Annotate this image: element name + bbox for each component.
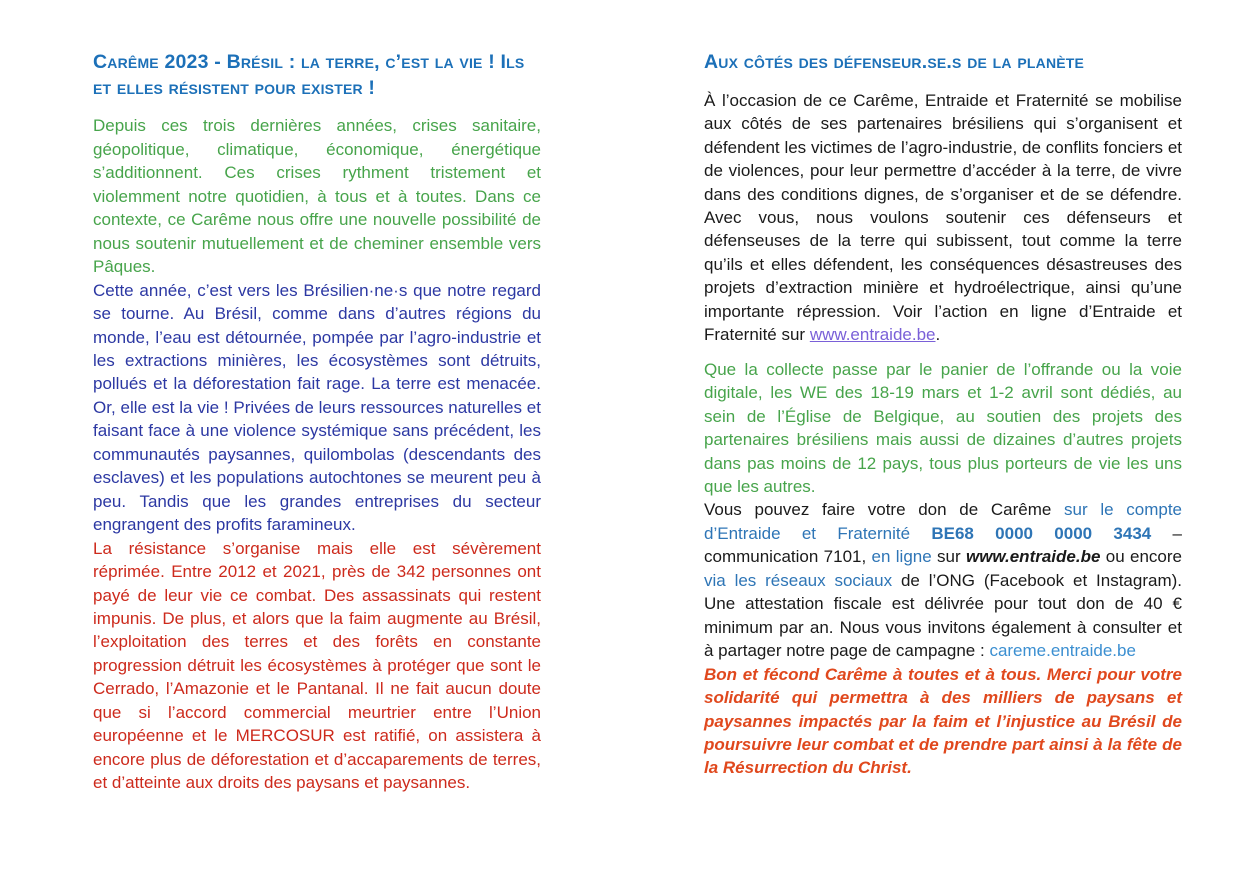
paragraph-crises-context: Depuis ces trois dernières années, crises sanitaire, géopolitique, climatique, économique, énergétique s’additionnent. Ces crises rythment tristement et violemment notre quotidien, à tous et à toutes. Dans ce contexte, ce Carême nous offre une nouvelle possibilité de nous soutenir mutuellement et de cheminer ensemble vers Pâques. (93, 116, 541, 277)
attestation-text: de l’ONG (Facebook et Instagram). Une attestation fiscale est délivrée pour tout don de 40 € minimum par an. Nous vous invitons également à consulter et à partager notre page de campagne : (704, 570, 1182, 661)
don-intro-text: Vous pouvez faire votre don de Carême (704, 500, 1065, 520)
ou-encore-text: ou encore (1100, 547, 1182, 567)
sentence-end-period: . (935, 325, 941, 345)
entraide-url-bold: www.entraide.be (965, 547, 1101, 567)
entraide-website-link[interactable]: www.entraide.be (809, 325, 936, 345)
left-column-title: Carême 2023 - Brésil : la terre, c’est la vie ! Ils et elles résistent pour exister ! (93, 51, 525, 99)
en-ligne-link[interactable]: en ligne (871, 547, 932, 567)
paragraph-don-instructions (704, 498, 1182, 662)
paragraph-mobilisation (704, 89, 1182, 347)
campagne-careme-link[interactable]: careme.entraide.be (989, 641, 1136, 661)
iban-number: BE68 0000 0000 3434 (931, 523, 1152, 543)
reseaux-sociaux-link[interactable]: via les réseaux sociaux (704, 570, 893, 590)
communication-text: – communication 7101, (704, 523, 1182, 567)
right-column-title: Aux côtés des défenseur.se.s de la planète (704, 51, 1085, 73)
compte-entraide-link[interactable]: sur le compte d’Entraide et Fraternité (704, 500, 1182, 543)
paragraph-resistance-reprimee: La résistance s’organise mais elle est sévèrement réprimée. Entre 2012 et 2021, près de 342 personnes ont payé de leur vie ce combat. Des assassinats qui restent impunis. De plus, et alors que la faim augmente au Brésil, l’exploitation des terres et des forêts en constante progression détruit les écosystèmes à protéger que sont le Cerrado, l’Amazonie et le Pantanal. Il ne fait aucun doute que si l’accord commercial meurtrier entre l’Union européenne et le MERCOSUR est ratifié, on assistera à encore plus de déforestation et d’accaparements de terres, et d’atteinte aux droits des paysans et paysannes. (93, 538, 541, 793)
paragraph-bresil-terre: Cette année, c’est vers les Brésilien·ne·s que notre regard se tourne. Au Brésil, comme dans d’autres régions du monde, l’eau est détournée, pompée par l’agro-industrie et les extractions minières, les écosystèmes sont détruits, pollués et la déforestation fait rage. La terre est menacée. Or, elle est la vie ! Privées de leurs ressources naturelles et faisant face à une violence systémique sans précédent, les communautés paysannes, quilombolas (descendants des esclaves) et les populations autochtones se meurent peu à peu. Tandis que les grandes entreprises du secteur engrangent des profits faramineux. (93, 280, 541, 535)
paragraph-voeux-careme: Bon et fécond Carême à toutes et à tous. Merci pour votre solidarité qui permettra à des milliers de paysans et paysannes impactés par la faim et l’injustice au Brésil de poursuivre leur combat et de prendre part ainsi à la fête de la Résurrection du Christ. (704, 664, 1182, 778)
paragraph-collecte-we: Que la collecte passe par le panier de l’offrande ou la voie digitale, les WE des 18-19 mars et 1-2 avril sont dédiés, au sein de l’Église de Belgique, au soutien des projets des partenaires brésiliens mais aussi de dizaines d’autres projets dans pas moins de 12 pays, tous plus porteurs de vie les uns que les autres. (704, 359, 1182, 496)
left-column (93, 50, 541, 795)
sur-text: sur (931, 547, 966, 567)
right-column (704, 50, 1182, 780)
mobilisation-text: À l’occasion de ce Carême, Entraide et Fraternité se mobilise aux côtés de ses partenaires brésiliens qui s’organisent et défendent les victimes de l’agro-industrie, de conflits fonciers et de violences, pour leur permettre d’accéder à la terre, de vivre dans des conditions dignes, de s’organiser et de se défendre. Avec vous, nous voulons soutenir ces défenseurs et défenseuses de la terre qui subissent, tout comme la terre qu’ils et elles défendent, les conséquences désastreuses des projets d’extraction minière et hydroélectrique, ainsi qu’une importante répression. Voir l’action en ligne d’Entraide et Fraternité sur (704, 90, 1182, 345)
